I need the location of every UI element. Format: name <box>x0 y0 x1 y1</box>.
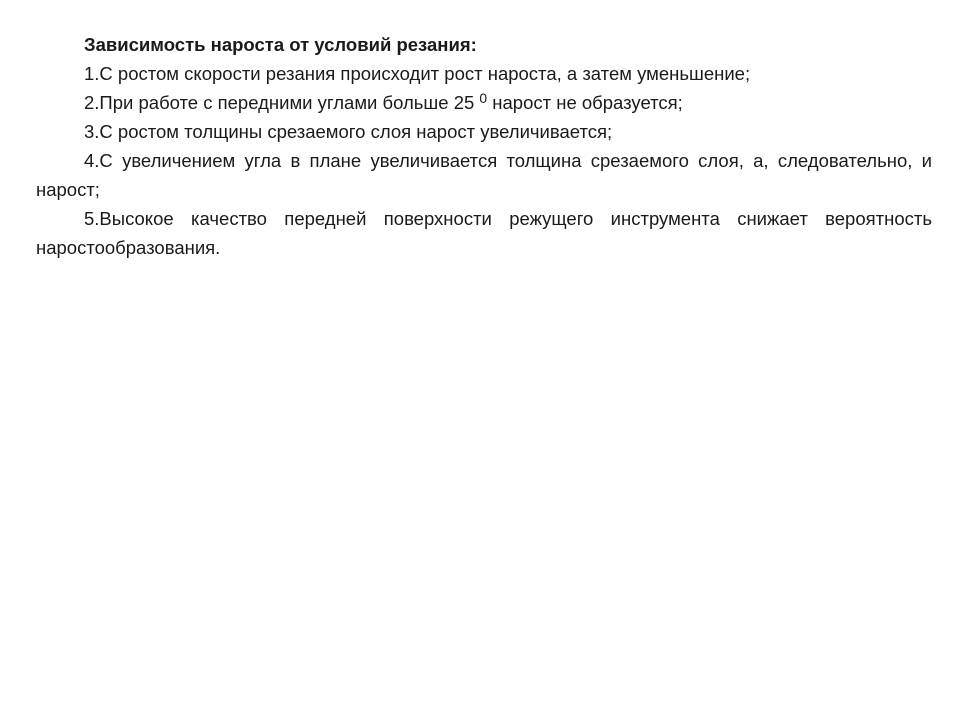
slide-heading: Зависимость нароста от условий резания: <box>84 34 477 55</box>
list-item-1: 1.С ростом скорости резания происходит рост нароста, а затем уменьшение; <box>84 63 751 84</box>
list-item-2-text-after: нарост не образуется; <box>487 92 683 113</box>
list-item-3: 3.С ростом толщины срезаемого слоя нарост увеличивается; <box>84 121 613 142</box>
list-item-4: 4.С увеличением угла в плане увеличивается толщина срезаемого слоя, а, следовательно, и нарост; <box>36 150 932 200</box>
degree-superscript: 0 <box>479 89 488 106</box>
slide-text-body <box>36 30 932 262</box>
list-item-5: 5.Высокое качество передней поверхности режущего инструмента снижает вероятность наростообразования. <box>36 208 932 258</box>
list-item-2 <box>36 88 932 117</box>
list-item-2-text-before: 2.При работе с передними углами больше 25 <box>84 92 480 113</box>
